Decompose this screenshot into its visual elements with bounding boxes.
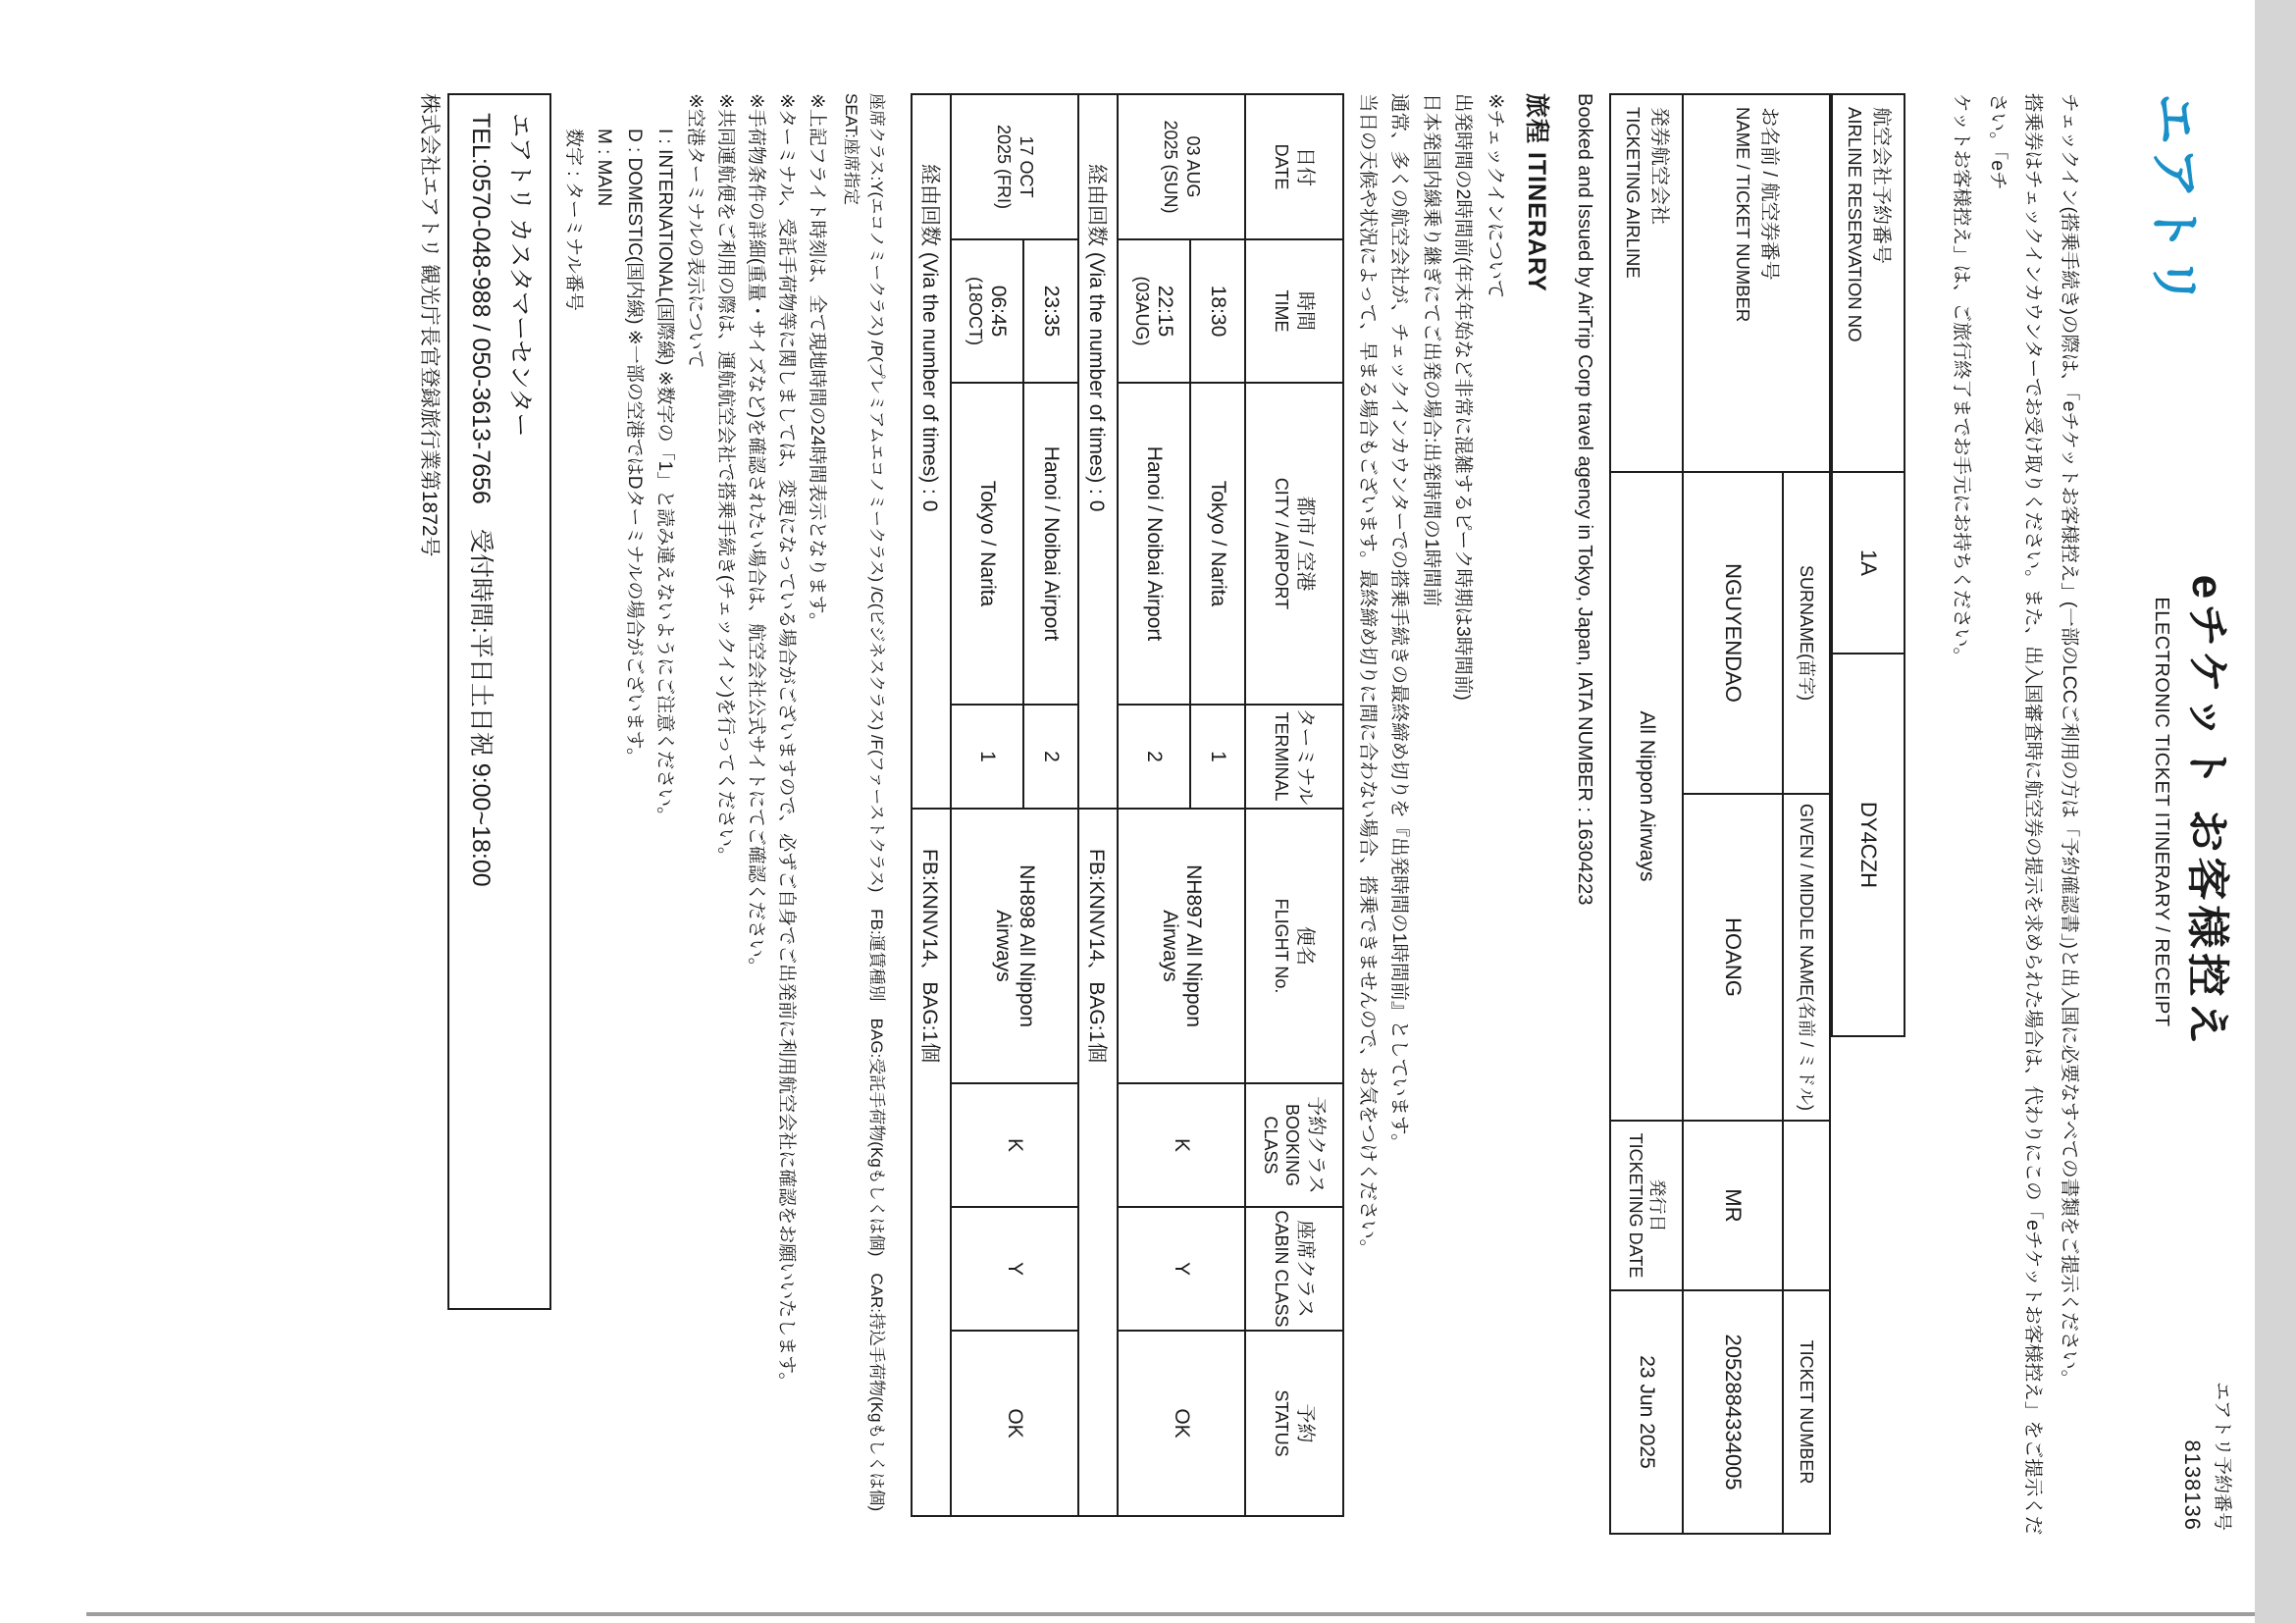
- customer-center-tel: TEL:0570-048-988 / 050-3613-7656 受付時間:平日土日祝 9:00~18:00: [467, 113, 495, 887]
- remark-line: ※上記フライト時刻は、全て現地時間の24時間表示となります。: [807, 93, 827, 631]
- note-line: 当日の天候や状況によって、早まる場合もございます。最終締め切りに間に合わない場合、搭乗できませんので、お気をつけください。: [1357, 93, 1379, 1259]
- flight2-dep-terminal-cell: 2: [1023, 705, 1078, 809]
- col-terminal: [1245, 705, 1343, 809]
- title-value-cell: MR: [1683, 1121, 1783, 1290]
- col-status: [1245, 1331, 1343, 1516]
- col-label-jp: 日付: [1294, 147, 1317, 186]
- reservation-system-cell: 1A: [1832, 472, 1905, 654]
- col-cabin-class: [1245, 1207, 1343, 1331]
- page-subtitle: ELECTRONIC TICKET ITINERARY / RECEIPT: [2151, 597, 2172, 1027]
- flight1-dep-terminal-cell: 1: [1190, 705, 1245, 809]
- col-label-en: CITY / AIRPORT: [1272, 477, 1292, 610]
- airtrip-logo: エアトリ: [2145, 93, 2202, 310]
- flight2-dep-city-cell: Hanoi / Noibai Airport: [1023, 383, 1078, 705]
- col-label-en: BOOKING CLASS: [1261, 1103, 1303, 1186]
- arr-time: 22:15: [1154, 285, 1177, 338]
- surname-value-cell: NGUYENDAO: [1683, 472, 1783, 794]
- note-line: 日本発国内線乗り継ぎにてご出発の場合:出発時間の1時間前: [1421, 93, 1442, 607]
- flight2-farebasis-cell: FB:KNNV14、BAG:1個: [912, 809, 951, 1516]
- flight1-farebasis-cell: FB:KNNV14、BAG:1個: [1078, 809, 1118, 1516]
- note-line: ※チェックインについて: [1485, 93, 1506, 299]
- booked-issued-line: Booked and Issued by AirTrip Corp travel agency in Tokyo, Japan, IATA NUMBER : 16304223: [1574, 93, 1595, 906]
- label-jp: 航空会社予約番号: [1870, 107, 1892, 264]
- col-label-jp: 予約: [1294, 1403, 1317, 1443]
- flight2-arr-city-cell: Tokyo / Narita: [951, 383, 1023, 705]
- flight1-date-cell: [1118, 94, 1245, 239]
- surname-header-cell: SURNAME(苗字): [1783, 472, 1830, 794]
- date-line: 03 AUG: [1183, 135, 1203, 198]
- company-registration-line: 株式会社エアトリ 観光庁長官登録旅行業第1872号: [418, 93, 441, 557]
- label-jp: お名前 / 航空券番号: [1758, 107, 1780, 281]
- itinerary-heading: 旅程 ITINERARY: [1523, 93, 1550, 292]
- flight1-dep-city-cell: Tokyo / Narita: [1190, 383, 1245, 705]
- passenger-ticketing-table: [1609, 93, 1831, 1535]
- flight2-number-cell: NH898 All Nippon Airways: [951, 809, 1078, 1083]
- arr-time-note: (18OCT): [965, 276, 986, 345]
- remark-line: ※ターミナル、受託手荷物等に関しましては、変更になっている場合がございますので、必ずご自身でご出発前に利用航空会社に確認をお願いいたします。: [776, 93, 797, 1391]
- reservation-number-table: [1831, 93, 1905, 1037]
- flight1-via-row: [1078, 94, 1118, 1516]
- title-block: [2150, 93, 2243, 1531]
- table-row: [1832, 94, 1905, 1036]
- ticket-number-value-cell: 2052884334005: [1683, 1290, 1783, 1534]
- table-row: [1610, 94, 1683, 1534]
- flight1-arr-terminal-cell: 2: [1118, 705, 1190, 809]
- col-city: [1245, 383, 1343, 705]
- flight2-cabin-class-cell: Y: [951, 1207, 1078, 1331]
- ticketing-airline-label-cell: [1610, 94, 1683, 472]
- col-label-en: CABIN CLASS: [1272, 1210, 1292, 1328]
- label-en: NAME / TICKET NUMBER: [1733, 107, 1753, 323]
- label-en: AIRLINE RESERVATION NO: [1845, 107, 1865, 342]
- issue-date-label-cell: [1610, 1121, 1683, 1290]
- flight2-arr-time-cell: [951, 239, 1023, 383]
- col-label-en: TERMINAL: [1272, 711, 1292, 802]
- terminal-legend-line: I : INTERNATIONAL(国際線) ※数字の「1」と読み違えないようにご注意ください。: [654, 129, 675, 826]
- flight1-departure-row: [1190, 94, 1245, 1516]
- remarks-list: [558, 93, 832, 1536]
- customer-center-name: エアトリ カスタマーセンター: [506, 113, 534, 438]
- flight2-departure-row: [1023, 94, 1078, 1516]
- col-flight: [1245, 809, 1343, 1083]
- col-time: [1245, 239, 1343, 383]
- document-header: [2125, 93, 2243, 1531]
- page-title: eチケット お客様控え: [2183, 574, 2231, 1050]
- note-line: 通常、多くの航空会社が、チェックインカウンターでの搭乗手続きの最終締め切りを『出発時間の1時間前』としています。: [1388, 93, 1411, 1153]
- legend-line: SEAT:座席指定: [842, 93, 861, 205]
- instruction-line: 搭乗券はチェックインカウンターでお受け取りください。また、出入国審査時に航空券の提示を求められた場合は、代わりにこの「eチケットお客様控え」をご提示ください。「eチ: [1987, 93, 2045, 1536]
- flight1-cabin-class-cell: Y: [1118, 1207, 1245, 1331]
- remark-line: ※手荷物条件の詳細(重量・サイズなど)を確認されたい場合は、航空会社公式サイトにてご確認ください。: [746, 93, 766, 976]
- airline-reservation-label-cell: [1832, 94, 1905, 472]
- legend-line: 座席クラス:Y(エコノミークラス) /P(プレミアムエコノミークラス) /C(ビジネスクラス) /F(ファーストクラス) FB:運賃種別 BAG:受託手荷物(Kgもしくは個) CAR:持込手荷物(Kgもしくは個): [867, 93, 886, 1512]
- booking-ref-value: 8138136: [2180, 1440, 2205, 1531]
- table-row: [1783, 94, 1830, 1534]
- flight-table: [911, 93, 1344, 1517]
- class-legend: [838, 93, 889, 1536]
- given-value-cell: HOANG: [1683, 794, 1783, 1121]
- scan-edge-band: [2255, 0, 2296, 1623]
- ticketing-airline-value-cell: All Nippon Airways: [1610, 472, 1683, 1121]
- col-label-en: FLIGHT No.: [1272, 898, 1292, 994]
- customer-center-box: [447, 93, 551, 1310]
- col-label-en: TIME: [1272, 289, 1292, 333]
- col-label-jp: 予約クラス: [1305, 1096, 1328, 1194]
- instruction-line: チェックイン(搭乗手続き)の際は、「eチケットお客様控え」(一部のLCCご利用の方は「予約確認書」)と出入国に必要なすべての書類をご提示ください。: [2059, 93, 2080, 1389]
- date-line: 17 OCT: [1017, 135, 1036, 198]
- flight1-status-cell: OK: [1118, 1331, 1245, 1516]
- flight1-arr-city-cell: Hanoi / Noibai Airport: [1118, 383, 1190, 705]
- flight1-dep-time-cell: 18:30: [1190, 239, 1245, 383]
- remark-line: ※共同運航便をご利用の際は、運航航空会社で搭乗手続き(チェックイン)を行ってください。: [715, 93, 736, 866]
- booking-ref-block: [2179, 1382, 2237, 1531]
- col-date: [1245, 94, 1343, 239]
- flight1-via-cell: 経由回数 (Via the number of times) : 0: [1078, 94, 1118, 809]
- ticket-number-header-cell: TICKET NUMBER: [1783, 1290, 1830, 1534]
- col-label-jp: 便名: [1294, 926, 1317, 966]
- label-en: TICKETING DATE: [1626, 1132, 1645, 1279]
- terminal-legend-line: 数字 : ターミナル番号: [563, 129, 584, 311]
- flight1-arr-time-cell: [1118, 239, 1190, 383]
- arr-time: 06:45: [987, 285, 1011, 338]
- label-jp: 発券航空会社: [1648, 107, 1670, 225]
- remark-line: ※空港ターミナルの表示について: [685, 93, 705, 369]
- itinerary-notes: [1352, 93, 1512, 1536]
- col-label-en: DATE: [1272, 143, 1292, 190]
- flight-table-header-row: [1245, 94, 1343, 1516]
- flight2-booking-class-cell: K: [951, 1083, 1078, 1207]
- flight2-via-row: [912, 94, 951, 1516]
- col-label-jp: 座席クラス: [1294, 1220, 1317, 1318]
- flight2-date-cell: [951, 94, 1078, 239]
- arr-time-note: (03AUG): [1132, 276, 1153, 346]
- col-label-jp: 時間: [1294, 291, 1317, 331]
- instruction-line: ケットお客様控え」は、ご旅行終了までお手元にお持ちください。: [1951, 93, 1973, 667]
- given-header-cell: GIVEN / MIDDLE NAME(名前 / ミドル): [1783, 794, 1830, 1121]
- checkin-instructions: [1944, 93, 2087, 1536]
- flight2-arr-terminal-cell: 1: [951, 705, 1023, 809]
- flight2-via-cell: 経由回数 (Via the number of times) : 0: [912, 94, 951, 809]
- terminal-legend-line: M : MAIN: [594, 129, 614, 207]
- flight1-number-cell: NH897 All Nippon Airways: [1118, 809, 1245, 1083]
- col-booking-class: [1245, 1083, 1343, 1207]
- booking-ref-label: エアトリ予約番号: [2212, 1381, 2232, 1531]
- note-line: 出発時間の2時間前(年末年始など非常に混雑するピーク時期は3時間前): [1452, 93, 1475, 701]
- flight2-status-cell: OK: [951, 1331, 1078, 1516]
- date-line: 2025 (SUN): [1161, 120, 1180, 214]
- col-label-jp: 都市 / 空港: [1294, 496, 1317, 592]
- scan-edge-line: [86, 1612, 2255, 1616]
- title-header-cell: [1783, 1121, 1830, 1290]
- date-line: 2025 (FRI): [994, 124, 1014, 210]
- flight1-booking-class-cell: K: [1118, 1083, 1245, 1207]
- label-jp: 発行日: [1647, 1178, 1667, 1232]
- issue-date-value-cell: 23 Jun 2025: [1610, 1290, 1683, 1534]
- terminal-legend-line: D : DOMESTIC(国内線) ※一部の空港ではDターミナルの場合がございます。: [624, 129, 645, 766]
- name-ticket-label-cell: [1683, 94, 1830, 472]
- col-label-jp: ターミナル: [1294, 707, 1317, 806]
- flight2-dep-time-cell: 23:35: [1023, 239, 1078, 383]
- col-label-en: STATUS: [1272, 1389, 1292, 1457]
- pnr-cell: DY4CZH: [1832, 654, 1905, 1036]
- label-en: TICKETING AIRLINE: [1623, 107, 1644, 279]
